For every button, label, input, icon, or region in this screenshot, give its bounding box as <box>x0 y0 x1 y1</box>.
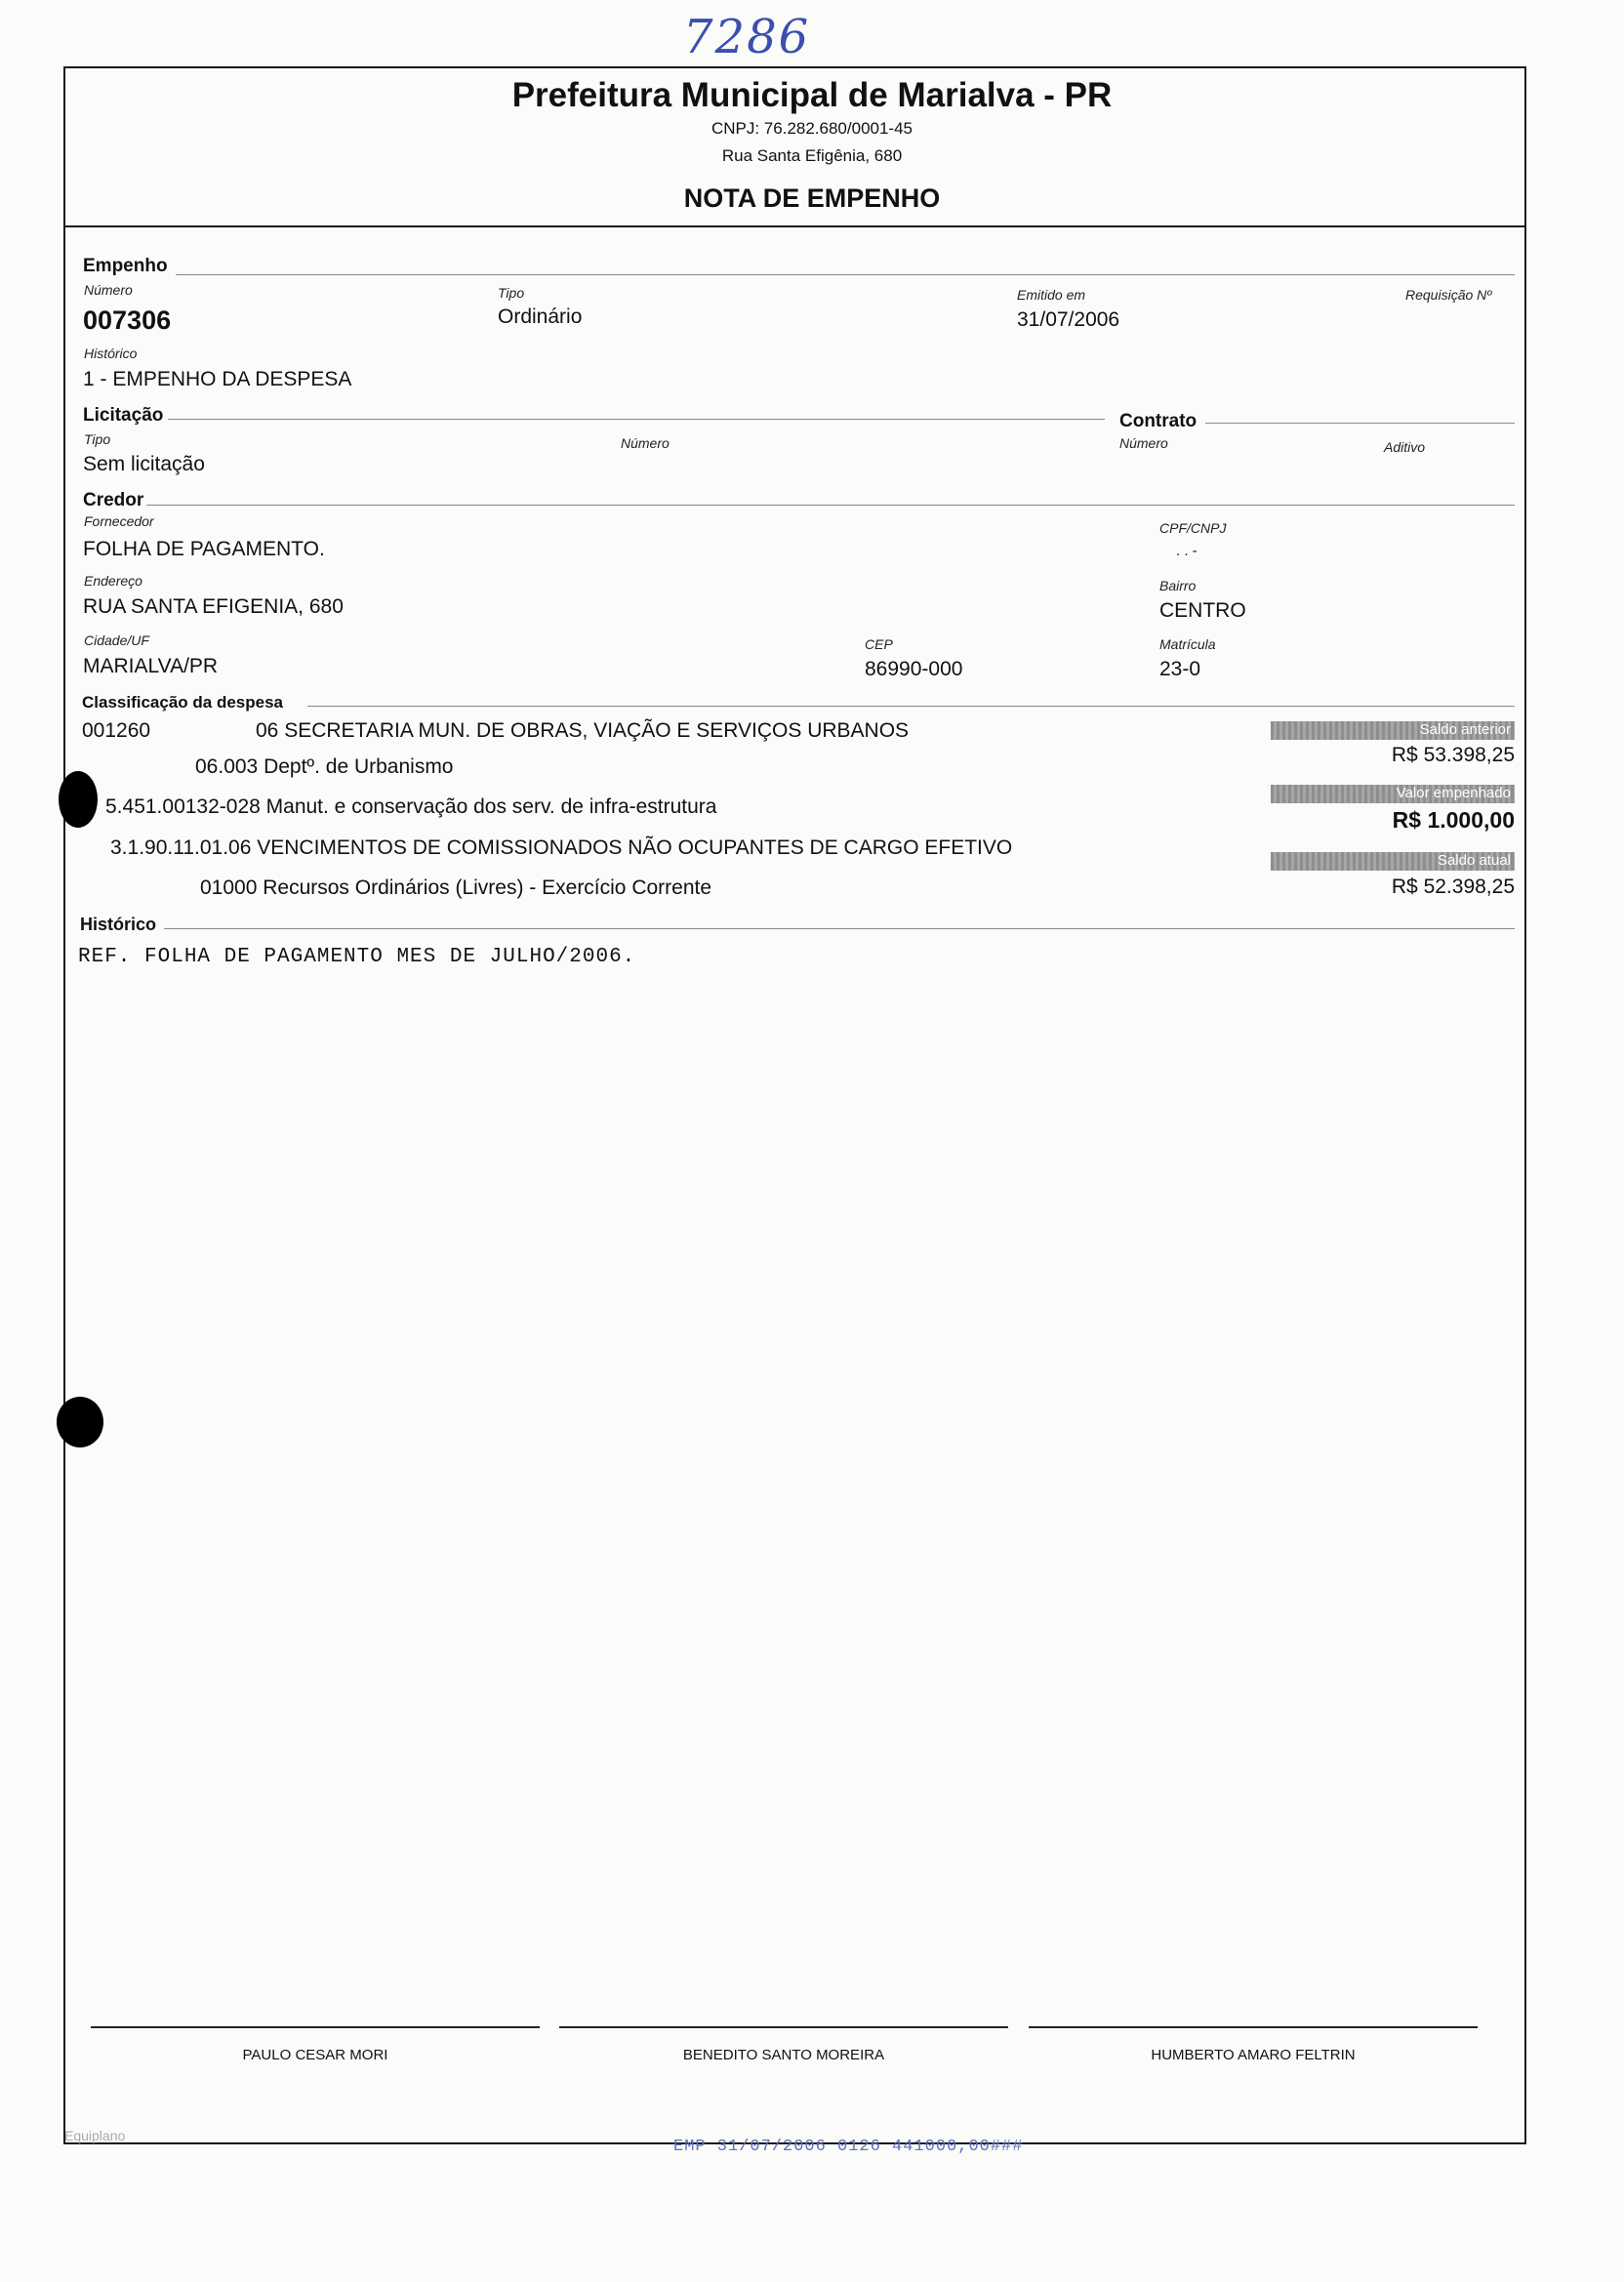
section-licitacao: Licitação <box>83 405 164 426</box>
section-historico: Histórico <box>80 915 157 934</box>
cpf-value: . . - <box>1176 543 1198 559</box>
divider <box>176 274 1515 275</box>
endereco-label: Endereço <box>84 573 142 589</box>
document-title: NOTA DE EMPENHO <box>683 183 941 213</box>
numero-label: Número <box>84 282 133 298</box>
licitacao-tipo-label: Tipo <box>84 431 111 447</box>
valor-empenhado-bar <box>1271 785 1515 803</box>
historico-text: REF. FOLHA DE PAGAMENTO MES DE JULHO/2006. <box>78 946 636 968</box>
classificacao-code: 001260 <box>82 719 151 742</box>
fornecedor-label: Fornecedor <box>84 513 154 529</box>
bairro: CENTRO <box>1159 599 1246 622</box>
cidade-label: Cidade/UF <box>84 632 149 648</box>
classificacao-elemento: 3.1.90.11.01.06 VENCIMENTOS DE COMISSIONADOS NÃO OCUPANTES DE CARGO EFETIVO <box>110 836 1013 859</box>
handwritten-number: 7286 <box>683 10 811 64</box>
divider <box>168 419 1105 420</box>
classificacao-recurso: 01000 Recursos Ordinários (Livres) - Exercício Corrente <box>200 876 712 899</box>
cep: 86990-000 <box>865 658 963 680</box>
divider <box>307 706 1515 707</box>
signature-name: HUMBERTO AMARO FELTRIN <box>1151 2047 1356 2063</box>
section-contrato: Contrato <box>1119 411 1198 431</box>
licitacao-numero-label: Número <box>621 435 670 451</box>
section-classificacao: Classificação da despesa <box>82 693 284 712</box>
saldo-anterior-bar <box>1271 721 1515 740</box>
historico-label: Histórico <box>84 346 138 361</box>
cnpj: CNPJ: 76.282.680/0001-45 <box>710 119 914 138</box>
requisicao-label: Requisição Nº <box>1405 287 1492 303</box>
punch-hole <box>57 1397 103 1447</box>
endereco: RUA SANTA EFIGENIA, 680 <box>83 595 344 618</box>
matricula-label: Matrícula <box>1159 636 1216 652</box>
signature-line <box>91 2026 540 2028</box>
signature-name: BENEDITO SANTO MOREIRA <box>682 2047 885 2063</box>
signature-line <box>1029 2026 1478 2028</box>
valor-empenhado-label: Valor empenhado <box>1396 785 1511 801</box>
tipo-label: Tipo <box>498 285 525 301</box>
section-empenho: Empenho <box>83 256 168 276</box>
matricula: 23-0 <box>1159 658 1201 680</box>
cep-label: CEP <box>865 636 893 652</box>
saldo-anterior: R$ 53.398,25 <box>1391 744 1515 766</box>
licitacao-tipo: Sem licitação <box>83 453 205 475</box>
footer-stamp: EMP 31/07/2006 0126 441000,00### <box>673 2138 1024 2156</box>
empenho-historico: 1 - EMPENHO DA DESPESA <box>83 368 352 390</box>
signature-name: PAULO CESAR MORI <box>242 2047 388 2063</box>
section-credor: Credor <box>83 490 144 510</box>
classificacao-secretaria: 06 SECRETARIA MUN. DE OBRAS, VIAÇÃO E SERVIÇOS URBANOS <box>256 719 910 742</box>
divider <box>164 928 1515 929</box>
contrato-aditivo-label: Aditivo <box>1384 439 1426 455</box>
empenho-tipo: Ordinário <box>498 306 583 328</box>
signature-line <box>559 2026 1008 2028</box>
saldo-atual-bar <box>1271 852 1515 871</box>
cpf-label: CPF/CNPJ <box>1159 520 1227 536</box>
empenho-numero: 007306 <box>83 306 172 335</box>
address: Rua Santa Efigênia, 680 <box>721 146 903 165</box>
bairro-label: Bairro <box>1159 578 1197 593</box>
emitido-date: 31/07/2006 <box>1017 308 1120 331</box>
punch-hole <box>59 771 98 828</box>
saldo-anterior-label: Saldo anterior <box>1419 721 1511 738</box>
divider <box>146 505 1515 506</box>
page-title: Prefeitura Municipal de Marialva - PR <box>511 76 1113 114</box>
divider <box>1205 423 1515 424</box>
classificacao-departamento: 06.003 Deptº. de Urbanismo <box>195 755 454 778</box>
valor-empenhado: R$ 1.000,00 <box>1392 807 1515 833</box>
saldo-atual-label: Saldo atual <box>1437 852 1511 869</box>
classificacao-projeto: 5.451.00132-028 Manut. e conservação dos serv. de infra-estrutura <box>105 795 717 818</box>
software-credit: Equiplano <box>64 2128 126 2143</box>
emitido-label: Emitido em <box>1017 287 1086 303</box>
header-divider <box>65 225 1524 227</box>
fornecedor: FOLHA DE PAGAMENTO. <box>83 538 325 560</box>
saldo-atual: R$ 52.398,25 <box>1391 876 1515 898</box>
contrato-numero-label: Número <box>1119 435 1168 451</box>
cidade: MARIALVA/PR <box>83 655 219 677</box>
